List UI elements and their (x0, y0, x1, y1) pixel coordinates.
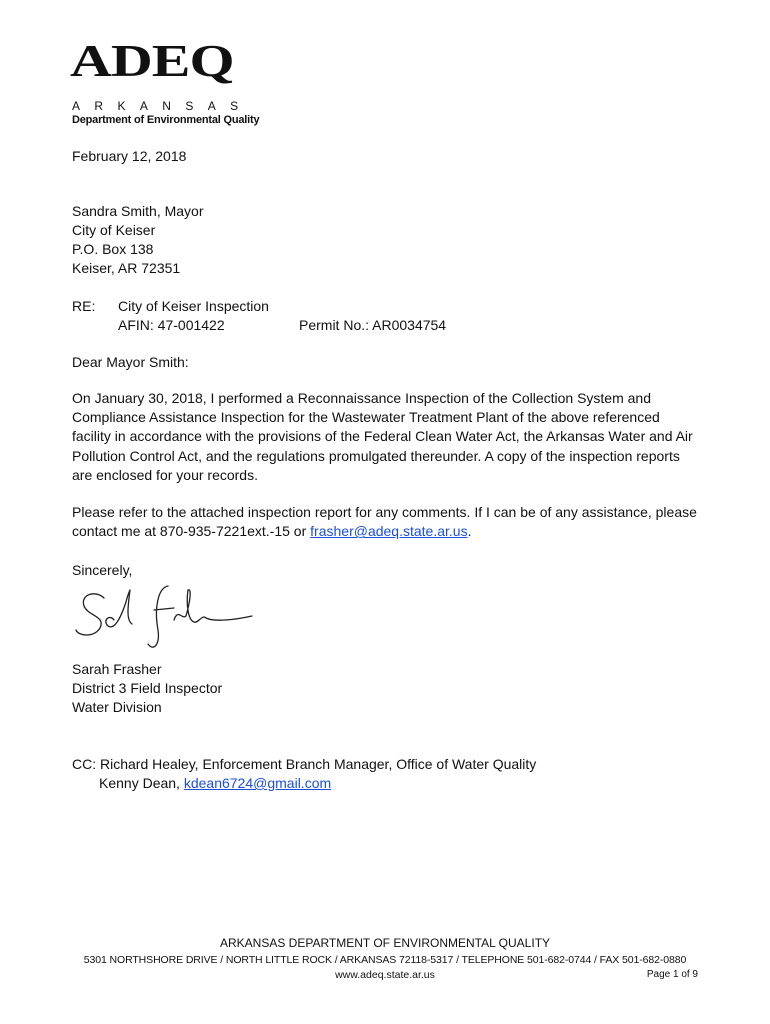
closing: Sincerely, (72, 562, 133, 578)
letter-date: February 12, 2018 (72, 148, 187, 164)
page-number: Page 1 of 9 (646, 969, 698, 980)
footer-address: 5301 NORTHSHORE DRIVE / NORTH LITTLE ROCK / ARKANSAS 72118-5317 / TELEPHONE 501-682-0744 / FAX 501-682-0880 (83, 954, 687, 966)
recipient-org: City of Keiser (72, 222, 156, 238)
inspector-email-link[interactable]: frasher@adeq.state.ar.us (310, 523, 468, 540)
salutation: Dear Mayor Smith: (72, 354, 189, 370)
signer-title: District 3 Field Inspector (72, 680, 223, 696)
recipient-name-title: Sandra Smith, Mayor (72, 203, 204, 219)
re-subject: City of Keiser Inspection (118, 298, 269, 314)
handwritten-signature (74, 580, 254, 660)
body-paragraph-2 (72, 503, 702, 541)
footer-website: www.adeq.state.ar.us (335, 969, 435, 981)
re-permit-number: Permit No.: AR0034754 (299, 317, 447, 333)
logo-department-name: Department of Environmental Quality (72, 114, 260, 126)
body-paragraph-2-text: Please refer to the attached inspection report for any comments. If I can be of any assistance, please contact me at 870-935-7221ext.-15 or (72, 504, 697, 540)
cc-email-link[interactable]: kdean6724@gmail.com (183, 775, 332, 791)
signer-name: Sarah Frasher (72, 661, 162, 677)
cc-name-kenny-dean: Kenny Dean, (99, 775, 184, 791)
logo-state-name: ARKANSAS (72, 99, 253, 113)
adeq-logo-wordmark: ADEQ (70, 35, 234, 87)
cc-line-1: CC: Richard Healey, Enforcement Branch Manager, Office of Water Quality (72, 756, 537, 772)
footer-agency: ARKANSAS DEPARTMENT OF ENVIRONMENTAL QUALITY (219, 936, 551, 950)
re-label: RE: (72, 298, 96, 314)
body-paragraph-2-end: . (467, 523, 472, 540)
signer-division: Water Division (72, 699, 162, 715)
body-paragraph-1: On January 30, 2018, I performed a Reconnaissance Inspection of the Collection System and Compliance Assistance Inspection for the Wastewater Treatment Plant of the above referenced facility in accordance with the provisions of the Federal Clean Water Act, the Arkansas Water and Air Pollution Control Act, and the regulations promulgated thereunder. A copy of the inspection reports are enclosed for your records. (72, 390, 693, 483)
re-afin: AFIN: 47-001422 (118, 317, 225, 333)
recipient-city-state-zip: Keiser, AR 72351 (72, 260, 181, 276)
cc-line-2 (99, 774, 331, 793)
recipient-box: P.O. Box 138 (72, 241, 154, 257)
